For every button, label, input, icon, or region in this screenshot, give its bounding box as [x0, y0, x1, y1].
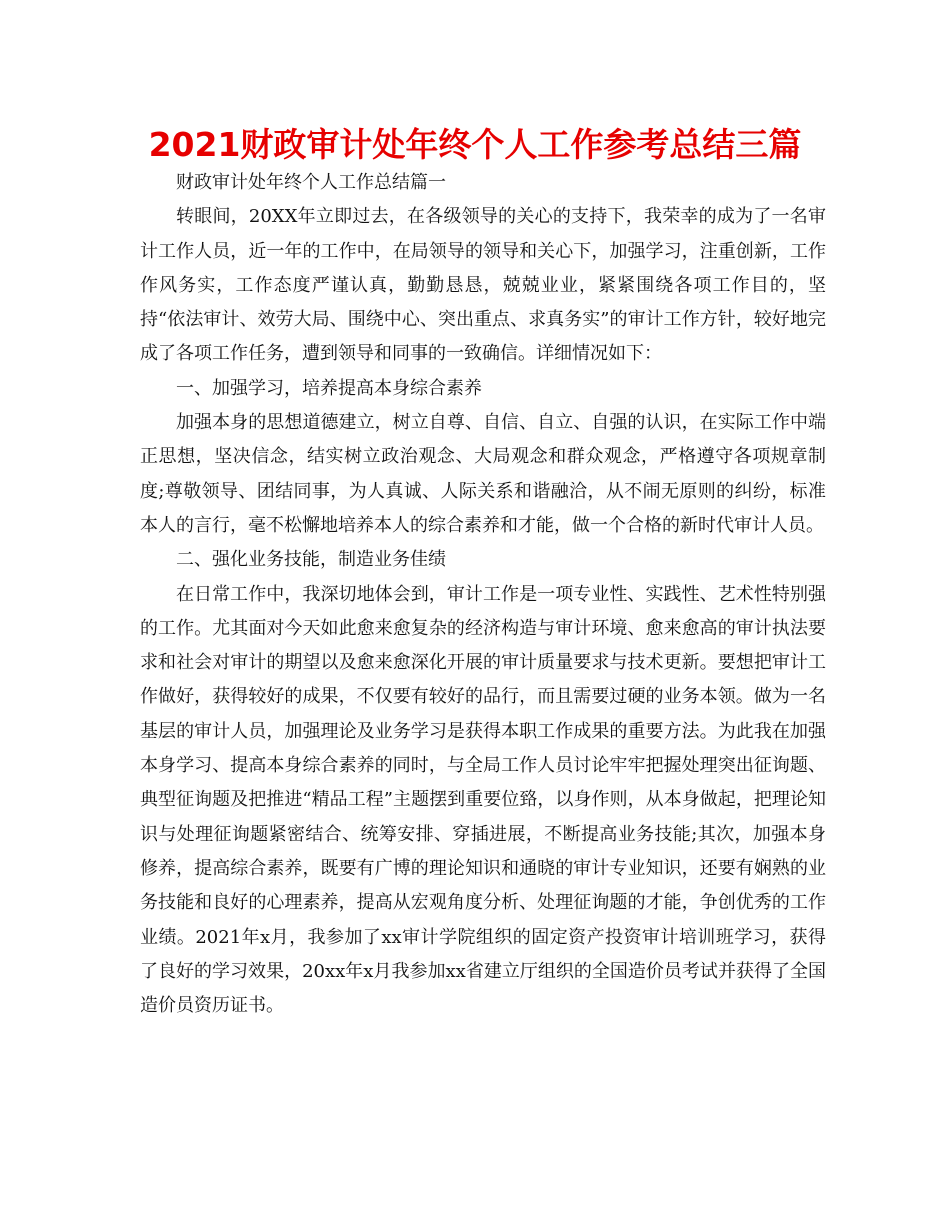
- paragraph-intro: 转眼间，20XX年立即过去，在各级领导的关心的支持下，我荣幸的成为了一名审计工作人员，近一年的工作中，在局领导的领导和关心下，加强学习，注重创新，工作作风务实，工作态度严谨认真，勤勤恳恳，兢兢业业，紧紧围绕各项工作目的，坚持“依法审计、效劳大局、围绕中心、突出重点、求真务实”的审计工作方针，较好地完成了各项工作任务，遭到领导和同事的一致确信。详细情况如下：: [140, 206, 826, 365]
- section-heading-study: 一、加强学习，培养提高本身综合素养: [176, 377, 482, 399]
- document-title: 2021财政审计处年终个人工作参考总结三篇: [148, 125, 802, 164]
- section-heading-skills: 二、强化业务技能，制造业务佳绩: [176, 549, 446, 571]
- paragraph-skills: 在日常工作中，我深切地体会到，审计工作是一项专业性、实践性、艺术性特别强的工作。尤其面对今天如此愈来愈复杂的经济构造与审计环境、愈来愈高的审计执法要求和社会对审计的期望以及愈来愈深化开展的审计质量要求与技术更新。要想把审计工作做好，获得较好的成果，不仅要有较好的品行，而且需要过硬的业务本领。做为一名基层的审计人员，加强理论及业务学习是获得本职工作成果的重要方法。为此我在加强本身学习、提高本身综合素养的同时，与全局工作人员讨论牢牢把握处理突出征询题、典型征询题及把推进“精品工程”主题摆到重要位臵，以身作则，从本身做起，把理论知识与处理征询题紧密结合、统筹安排、穿插进展，不断提高业务技能;其次，加强本身修养，提高综合素养，既要有广博的理论知识和通晓的审计专业知识，还要有娴熟的业务技能和良好的心理素养，提高从宏观角度分析、处理征询题的才能，争创优秀的工作业绩。2021年x月，我参加了xx审计学院组织的固定资产投资审计培训班学习，获得了良好的学习效果，20xx年x月我参加xx省建立厅组织的全国造价员考试并获得了全国造价员资历证书。: [140, 583, 826, 1017]
- document-body: [140, 166, 826, 1023]
- section-heading-part-one: 财政审计处年终个人工作总结篇一: [176, 172, 446, 193]
- paragraph-study: 加强本身的思想道德建立，树立自尊、自信、自立、自强的认识，在实际工作中端正思想，坚决信念，结实树立政治观念、大局观念和群众观念，严格遵守各项规章制度;尊敬领导、团结同事，为人真诚、人际关系和谐融洽，从不闹无原则的纠纷，标准本人的言行，毫不松懈地培养本人的综合素养和才能，做一个合格的新时代审计人员。: [140, 412, 826, 536]
